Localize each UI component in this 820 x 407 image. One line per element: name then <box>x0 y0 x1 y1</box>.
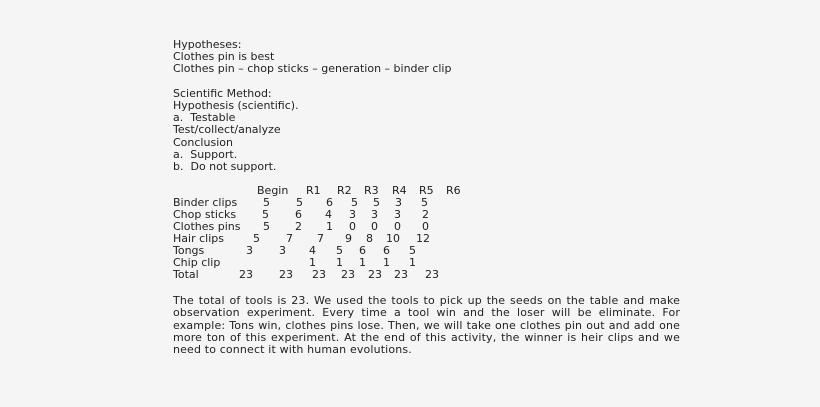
method-heading: Scientific Method: <box>173 86 272 100</box>
cell: 23 <box>425 268 439 282</box>
cell: 5 <box>336 244 343 258</box>
header-r5: R5 <box>419 184 434 198</box>
cell: 1 <box>309 256 316 270</box>
header-r4: R4 <box>392 184 407 198</box>
summary-paragraph: The total of tools is 23. We used the tools to pick up the seeds on the table and make observation experiment. Every time a tool win and the loser will be eliminate. For example: Tons win, clothes pins lose. Then, we will take one clothes pin out and add one more ton of this experiment. At the end of this activity, the winner is heir clips and we need to connect it with human evolutions. <box>173 294 680 357</box>
row-label: Total <box>173 268 199 282</box>
cell: 3 <box>349 208 356 222</box>
hypothesis-line: Clothes pin – chop sticks – generation – binder clip <box>173 62 452 76</box>
table-row <box>173 233 493 245</box>
cell: 1 <box>336 256 343 270</box>
cell: 0 <box>349 220 356 234</box>
cell: 4 <box>309 244 316 258</box>
cell: 23 <box>394 268 408 282</box>
cell: 5 <box>262 208 269 222</box>
cell: 4 <box>325 208 332 222</box>
header-r2: R2 <box>337 184 352 198</box>
hypotheses-heading: Hypotheses: <box>173 38 242 51</box>
cell: 5 <box>351 196 358 210</box>
method-line: Conclusion <box>173 135 233 149</box>
cell: 3 <box>246 244 253 258</box>
row-label: Hair clips <box>173 232 224 246</box>
results-table <box>173 185 683 283</box>
cell: 1 <box>409 256 416 270</box>
cell: 3 <box>371 208 378 222</box>
row-label: Chip clip <box>173 256 221 270</box>
header-begin: Begin <box>257 184 289 198</box>
cell: 2 <box>422 208 429 222</box>
row-label: Clothes pins <box>173 220 241 234</box>
hypothesis-line: Clothes pin is best <box>173 50 275 64</box>
cell: 5 <box>409 244 416 258</box>
cell: 3 <box>395 196 402 210</box>
cell: 6 <box>359 244 366 258</box>
document-body <box>173 39 683 356</box>
cell: 1 <box>359 256 366 270</box>
cell: 12 <box>416 232 430 246</box>
cell: 6 <box>326 196 333 210</box>
cell: 0 <box>394 220 401 234</box>
cell: 5 <box>263 220 270 234</box>
cell: 7 <box>286 232 293 246</box>
row-label: Chop sticks <box>173 208 237 222</box>
header-r6: R6 <box>446 184 461 198</box>
cell: 23 <box>279 268 293 282</box>
table-row-total <box>173 269 493 281</box>
cell: 6 <box>295 208 302 222</box>
row-label: Tongs <box>173 244 205 258</box>
method-line: b. Do not support. <box>173 159 277 173</box>
table-row <box>173 245 493 257</box>
cell: 5 <box>263 196 270 210</box>
cell: 5 <box>253 232 260 246</box>
cell: 5 <box>296 196 303 210</box>
table-row <box>173 257 493 269</box>
cell: 0 <box>422 220 429 234</box>
cell: 3 <box>394 208 401 222</box>
cell: 6 <box>383 244 390 258</box>
cell: 5 <box>421 196 428 210</box>
method-line: Test/collect/analyze <box>173 123 281 137</box>
cell: 23 <box>239 268 253 282</box>
method-line: a. Support. <box>173 147 238 161</box>
header-r1: R1 <box>306 184 321 198</box>
cell: 3 <box>279 244 286 258</box>
method-line: Hypothesis (scientific). <box>173 98 299 112</box>
cell: 7 <box>317 232 324 246</box>
cell: 9 <box>345 232 352 246</box>
cell: 10 <box>386 232 400 246</box>
cell: 23 <box>368 268 382 282</box>
header-r3: R3 <box>364 184 379 198</box>
cell: 1 <box>383 256 390 270</box>
cell: 23 <box>341 268 355 282</box>
cell: 5 <box>373 196 380 210</box>
cell: 23 <box>312 268 326 282</box>
row-label: Binder clips <box>173 196 238 210</box>
method-line: a. Testable <box>173 111 236 125</box>
cell: 8 <box>366 232 373 246</box>
spacer <box>173 76 683 88</box>
cell: 0 <box>371 220 378 234</box>
cell: 1 <box>326 220 333 234</box>
cell: 2 <box>295 220 302 234</box>
